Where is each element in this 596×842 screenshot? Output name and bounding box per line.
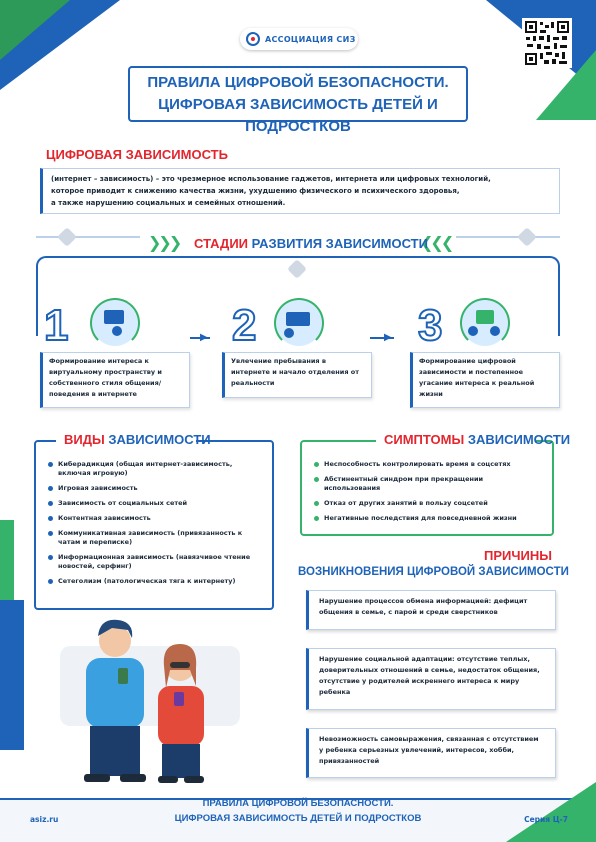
types-title — [64, 432, 211, 447]
symptoms-list — [314, 460, 540, 523]
cause-box: Невозможность самовыражения, связанная с отсутствием у ребенка серьезных увлечений, интересов, хобби, привязанностей — [306, 728, 556, 778]
association-logo[interactable] — [240, 28, 358, 50]
list-item: Сетеголизм (патологическая тяга к интернету) — [48, 577, 262, 586]
symptoms-title — [384, 432, 570, 447]
symptoms-title-blue: ЗАВИСИМОСТИ — [467, 432, 571, 447]
title-line-1: ПРАВИЛА ЦИФРОВОЙ БЕЗОПАСНОСТИ. — [147, 74, 449, 91]
title-line-2: ЦИФРОВАЯ ЗАВИСИМОСТЬ ДЕТЕЙ И ПОДРОСТКОВ — [158, 96, 438, 135]
list-item: Негативные последствия для повседневной жизни — [314, 514, 540, 523]
definition-line: которое приводит к снижению качества жизни, ухудшению физического и психического здоровья, — [51, 187, 460, 195]
definition-line: (интернет – зависимость) – это чрезмерное использование гаджетов, интернета или цифровых технологий, — [51, 175, 491, 183]
footer-title-line: ЦИФРОВАЯ ЗАВИСИМОСТЬ ДЕТЕЙ И ПОДРОСТКОВ — [174, 813, 422, 824]
stage-number: 3 — [418, 301, 443, 350]
children-illustration — [40, 606, 280, 796]
arrow-right-icon: ▶ — [384, 332, 392, 343]
definition-title: ЦИФРОВАЯ ЗАВИСИМОСТЬ — [46, 147, 228, 162]
list-item: Киберадикция (общая интернет-зависимость, включая игровую) — [48, 460, 262, 478]
computer-user-icon — [90, 298, 140, 348]
computer-user-icon — [274, 298, 324, 348]
list-item: Коммуникативная зависимость (привязанность к чатам и переписке) — [48, 529, 262, 547]
logo-text: АССОЦИАЦИЯ СИЗ — [265, 34, 356, 44]
symptoms-title-red: СИМПТОМЫ — [384, 432, 465, 447]
chevrons-icon: ❯❯❯ — [148, 233, 180, 252]
site-link[interactable]: asiz.ru — [30, 815, 59, 824]
list-item: Отказ от других занятий в пользу соцсетей — [314, 499, 540, 508]
qr-code[interactable] — [522, 18, 572, 68]
list-item: Зависимость от социальных сетей — [48, 499, 262, 508]
stages-title — [194, 236, 428, 251]
corner-decoration — [0, 0, 70, 60]
list-item: Информационная зависимость (навязчивое чтение новостей, серфинг) — [48, 553, 262, 571]
corner-decoration — [506, 782, 596, 842]
qr-code-icon — [524, 20, 570, 66]
definition-box — [40, 168, 560, 214]
stages-title-blue: РАЗВИТИЯ ЗАВИСИМОСТИ — [251, 236, 428, 251]
causes-title-blue: ВОЗНИКНОВЕНИЯ ЦИФРОВОЙ ЗАВИСИМОСТИ — [298, 566, 569, 578]
logo-icon — [246, 32, 260, 46]
cause-box: Нарушение процессов обмена информацией: дефицит общения в семье, с парой и среди сверстников — [306, 590, 556, 630]
hex-decoration — [517, 227, 537, 247]
arrow-right-icon: ▶ — [200, 332, 208, 343]
causes-title-red: ПРИЧИНЫ — [484, 548, 552, 563]
stage-number: 2 — [232, 301, 257, 350]
chevrons-icon: ❮❮❮ — [420, 233, 452, 252]
series-label: Серия Ц-7 — [524, 815, 568, 824]
definition-line: а также нарушению социальных и семейных отношений. — [51, 199, 286, 207]
types-list — [48, 460, 262, 586]
types-title-red: ВИДЫ — [64, 432, 105, 447]
stage-box: Формирование интереса к виртуальному пространству и собственного стиля общения/поведения в интернете — [40, 352, 190, 408]
hex-decoration — [57, 227, 77, 247]
footer-title-line: ПРАВИЛА ЦИФРОВОЙ БЕЗОПАСНОСТИ. — [202, 798, 394, 809]
computer-user-icon — [460, 298, 510, 348]
list-item: Игровая зависимость — [48, 484, 262, 493]
side-decoration — [0, 600, 24, 750]
stage-number: 1 — [44, 301, 69, 350]
types-title-blue: ЗАВИСИМОСТИ — [108, 432, 211, 447]
list-item: Абстинентный синдром при прекращении использования — [314, 475, 540, 493]
list-item: Неспособность контролировать время в соцсетях — [314, 460, 540, 469]
stage-box: Увлечение пребывания в интернете и начало отделения от реальности — [222, 352, 372, 398]
stage-box: Формирование цифровой зависимости и постепенное угасание интереса к реальной жизни — [410, 352, 560, 408]
cause-box: Нарушение социальной адаптации: отсутствие теплых, доверительных отношений в семье, недостаток общения, отсутствие у родителей искреннего интереса к миру ребенка — [306, 648, 556, 710]
list-item: Контентная зависимость — [48, 514, 262, 523]
page-title — [128, 66, 468, 135]
stages-title-red: СТАДИИ — [194, 236, 249, 251]
footer-title — [150, 796, 446, 826]
